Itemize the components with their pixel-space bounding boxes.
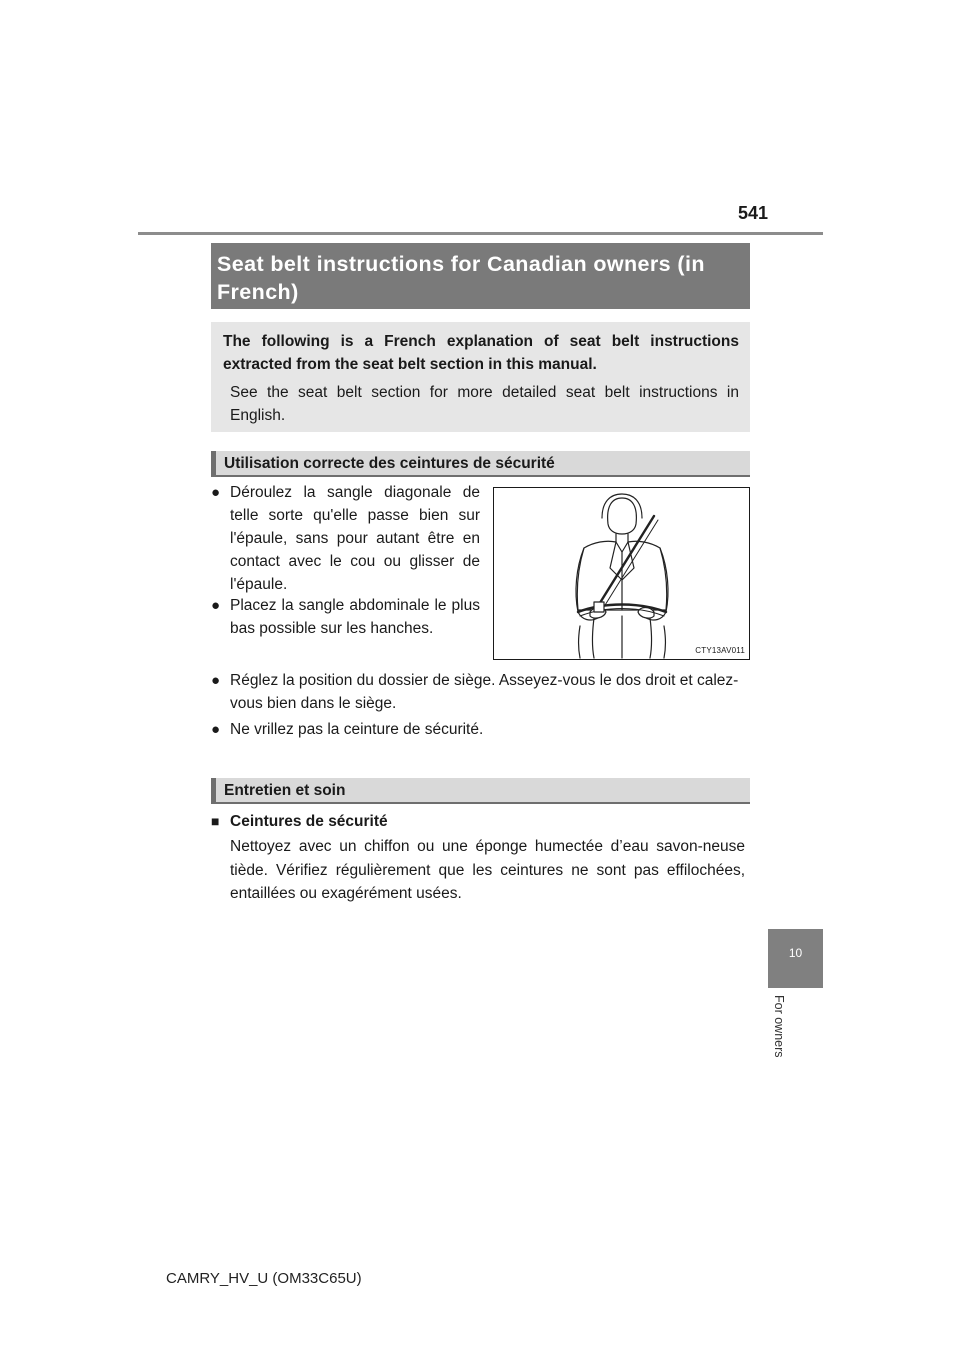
seat-belt-figure bbox=[493, 487, 750, 660]
section-heading-care: Entretien et soin bbox=[211, 778, 750, 804]
bullet-item bbox=[211, 481, 480, 596]
bullet-dot-icon: ● bbox=[211, 721, 221, 738]
bullet-dot-icon: ● bbox=[211, 597, 221, 614]
chapter-label bbox=[772, 995, 788, 1069]
sub-heading-text: Ceintures de sécurité bbox=[230, 813, 388, 830]
bullet-text: Placez la sangle abdominale le plus bas possible sur les hanches. bbox=[230, 597, 480, 637]
intro-normal-text: See the seat belt section for more detailed seat belt instructions in English. bbox=[230, 384, 739, 424]
page-title: Seat belt instructions for Canadian owners (in French) bbox=[211, 243, 750, 309]
square-bullet-icon: ■ bbox=[211, 813, 220, 829]
bullet-dot-icon: ● bbox=[211, 484, 221, 501]
footer-model-code: CAMRY_HV_U (OM33C65U) bbox=[166, 1270, 362, 1287]
intro-box bbox=[211, 322, 750, 432]
chapter-number: 10 bbox=[788, 946, 803, 960]
intro-bold-text: The following is a French explanation of seat belt instructions extracted from the seat belt section in this manual. bbox=[223, 333, 739, 373]
bullet-dot-icon: ● bbox=[211, 672, 221, 689]
top-rule bbox=[138, 232, 823, 235]
section-heading-usage: Utilisation correcte des ceintures de sécurité bbox=[211, 451, 750, 477]
bullet-item bbox=[211, 594, 480, 640]
figure-code: CTY13AV011 bbox=[695, 646, 745, 655]
bullet-text: Réglez la position du dossier de siège. Asseyez-vous le dos droit et calez-vous bien dans le siège. bbox=[230, 672, 739, 712]
bullet-text: Ne vrillez pas la ceinture de sécurité. bbox=[230, 721, 484, 738]
page-number: 541 bbox=[738, 203, 769, 223]
chapter-tab[interactable] bbox=[768, 929, 823, 988]
bullet-text: Déroulez la sangle diagonale de telle sorte qu'elle passe bien sur l'épaule, sans pour autant être en contact avec le cou ou glisser de l'épaule. bbox=[230, 484, 480, 593]
bullet-item bbox=[211, 718, 750, 741]
bullet-item bbox=[211, 669, 750, 715]
sub-heading-seat-belts bbox=[211, 810, 388, 833]
care-paragraph: Nettoyez avec un chiffon ou une éponge humectée d’eau savon-neuse tiède. Vérifiez régulièrement que les ceintures ne sont pas effilochées, entaillées ou exagérément usées. bbox=[230, 838, 745, 902]
seated-person-illustration bbox=[494, 488, 749, 659]
chapter-label-text: For owners bbox=[772, 995, 786, 1058]
